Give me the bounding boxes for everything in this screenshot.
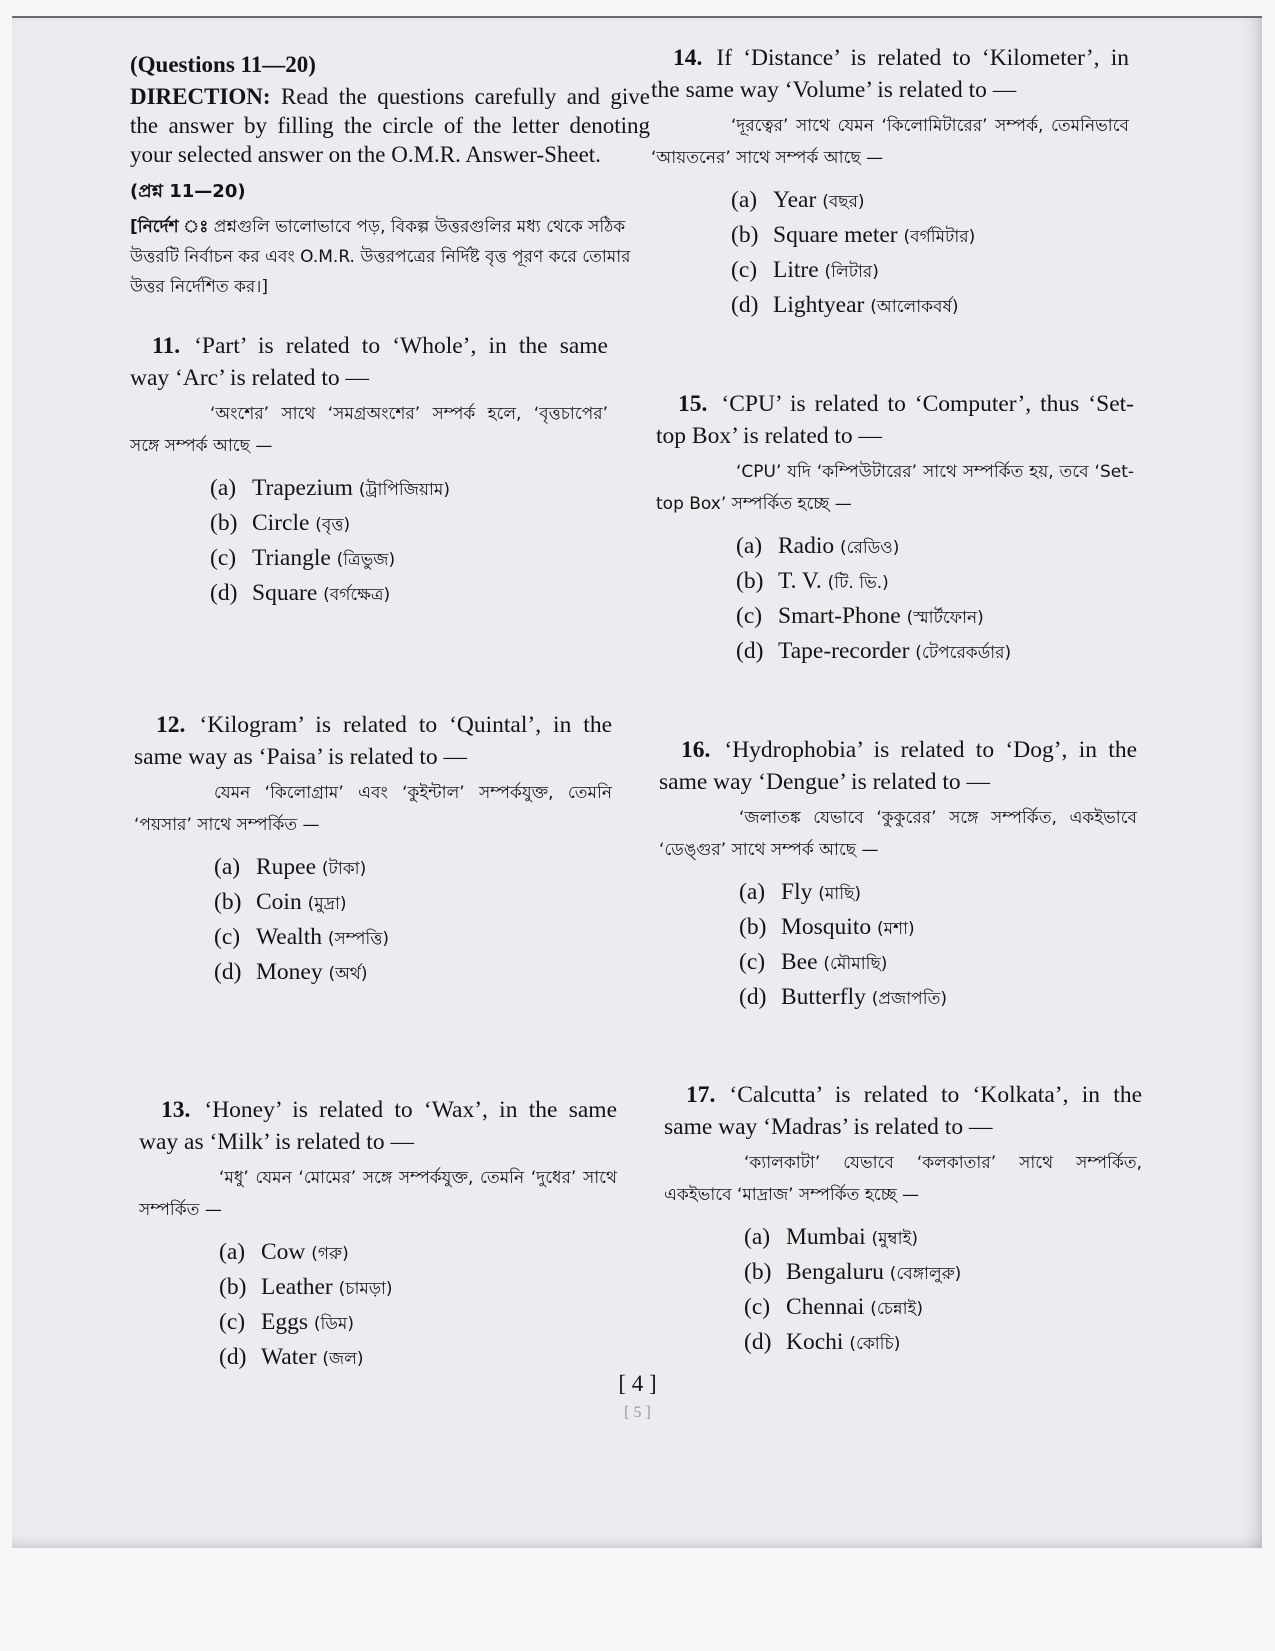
option-b[interactable]: (b) Mosquito (মশা) bbox=[739, 914, 915, 940]
question-14 bbox=[651, 42, 1129, 324]
options-list bbox=[664, 1221, 1142, 1361]
left-column bbox=[130, 52, 650, 302]
options-list bbox=[134, 851, 612, 991]
option-d[interactable]: (d) Square (বর্গক্ষেত্র) bbox=[210, 580, 391, 606]
option-b[interactable]: (b) T. V. (টি. ভি.) bbox=[736, 568, 889, 594]
question-text: ‘CPU’ is related to ‘Computer’, thus ‘Set-top Box’ is related to — bbox=[656, 391, 1134, 449]
question-text-bn: যেমন ‘কিলোগ্রাম’ এবং ‘কুইন্টাল’ সম্পর্কযুক্ত, তেমনি ‘পয়সার’ সাথে সম্পর্কিত — bbox=[134, 783, 612, 835]
option-d[interactable]: (d) Kochi (কোচি) bbox=[744, 1329, 901, 1355]
question-number: 11. bbox=[152, 333, 181, 359]
option-c[interactable]: (c) Chennai (চেন্নাই) bbox=[744, 1294, 924, 1320]
bn-direction-paragraph bbox=[130, 212, 650, 302]
option-a[interactable]: (a) Cow (গরু) bbox=[219, 1239, 349, 1265]
option-b[interactable]: (b) Bengaluru (বেঙ্গালুরু) bbox=[744, 1259, 962, 1285]
option-b[interactable]: (b) Square meter (বর্গমিটার) bbox=[731, 222, 976, 248]
question-text-bn: ‘CPU’ যদি ‘কম্পিউটারের’ সাথে সম্পর্কিত হয়, তবে ‘Set-top Box’ সম্পর্কিত হচ্ছে — bbox=[656, 462, 1134, 514]
question-number: 12. bbox=[156, 712, 186, 738]
option-d[interactable]: (d) Money (অর্থ) bbox=[214, 959, 368, 985]
option-a[interactable]: (a) Trapezium (ট্রাপিজিয়াম) bbox=[210, 475, 450, 501]
option-c[interactable]: (c) Triangle (ত্রিভুজ) bbox=[210, 545, 396, 571]
question-text-bn: ‘ক্যালকাটা’ যেভাবে ‘কলকাতার’ সাথে সম্পর্কিত, একইভাবে ‘মাদ্রাজ’ সম্পর্কিত হচ্ছে — bbox=[664, 1153, 1142, 1205]
bn-direction-label: [নির্দেশ ঃ bbox=[130, 217, 209, 237]
option-d[interactable]: (d) Lightyear (আলোকবর্ষ) bbox=[731, 292, 959, 318]
question-number: 17. bbox=[686, 1082, 716, 1108]
options-list bbox=[651, 184, 1129, 324]
question-number: 13. bbox=[161, 1097, 191, 1123]
option-c[interactable]: (c) Bee (মৌমাছি) bbox=[739, 949, 888, 975]
question-number: 15. bbox=[678, 391, 708, 417]
option-a[interactable]: (a) Mumbai (মুম্বাই) bbox=[744, 1224, 919, 1250]
bn-questions-heading: (প্রশ্ন 11—20) bbox=[130, 181, 246, 202]
question-number: 14. bbox=[673, 45, 703, 71]
question-text-bn: ‘দূরত্বের’ সাথে যেমন ‘কিলোমিটারের’ সম্পর্ক, তেমনিভাবে ‘আয়তনের’ সাথে সম্পর্ক আছে — bbox=[651, 116, 1129, 168]
options-list bbox=[139, 1236, 617, 1376]
options-list bbox=[130, 472, 608, 612]
question-text: ‘Calcutta’ is related to ‘Kolkata’, in the same way ‘Madras’ is related to — bbox=[664, 1082, 1142, 1140]
questions-heading: (Questions 11—20) bbox=[130, 52, 316, 77]
question-text-bn: ‘জলাতঙ্ক যেভাবে ‘কুকুরের’ সঙ্গে সম্পর্কিত, একইভাবে ‘ডেঙ্গুর’ সাথে সম্পর্ক আছে — bbox=[659, 808, 1137, 860]
option-c[interactable]: (c) Litre (লিটার) bbox=[731, 257, 879, 283]
direction-paragraph bbox=[130, 82, 650, 169]
question-number: 16. bbox=[681, 737, 711, 763]
options-list bbox=[659, 876, 1137, 1016]
options-list bbox=[656, 530, 1134, 670]
option-c[interactable]: (c) Eggs (ডিম) bbox=[219, 1309, 354, 1335]
question-text: ‘Part’ is related to ‘Whole’, in the same way ‘Arc’ is related to — bbox=[130, 333, 608, 391]
question-text: ‘Hydrophobia’ is related to ‘Dog’, in the same way ‘Dengue’ is related to — bbox=[659, 737, 1137, 795]
question-17 bbox=[664, 1079, 1142, 1361]
direction-label: DIRECTION: bbox=[130, 84, 271, 109]
question-text-bn: ‘মধু’ যেমন ‘মোমের’ সঙ্গে সম্পর্কযুক্ত, তেমনি ‘দুধের’ সাথে সম্পর্কিত — bbox=[139, 1168, 617, 1220]
question-12 bbox=[134, 709, 612, 991]
option-a[interactable]: (a) Radio (রেডিও) bbox=[736, 533, 900, 559]
option-b[interactable]: (b) Circle (বৃত্ত) bbox=[210, 510, 351, 536]
option-a[interactable]: (a) Year (বছর) bbox=[731, 187, 865, 213]
option-d[interactable]: (d) Water (জল) bbox=[219, 1344, 364, 1370]
bn-direction-text: প্রশ্নগুলি ভালোভাবে পড়, বিকল্প উত্তরগুলির মধ্য থেকে সঠিক উত্তরটি নির্বাচন কর এবং O.M.R. উত্তরপত্রের নির্দিষ্ট বৃত্ত পূরণ করে তোমার উত্তর নির্দেশিত কর।] bbox=[130, 217, 631, 297]
question-text: If ‘Distance’ is related to ‘Kilometer’, in the same way ‘Volume’ is related to — bbox=[651, 45, 1129, 103]
direction-text: Read the questions carefully and give the answer by filling the circle of the letter denoting your selected answer on the O.M.R. Answer-Sheet. bbox=[130, 84, 650, 167]
question-text: ‘Honey’ is related to ‘Wax’, in the same way as ‘Milk’ is related to — bbox=[139, 1097, 617, 1155]
question-16 bbox=[659, 734, 1137, 1016]
option-a[interactable]: (a) Rupee (টাকা) bbox=[214, 854, 367, 880]
option-c[interactable]: (c) Wealth (সম্পত্তি) bbox=[214, 924, 390, 950]
question-13 bbox=[139, 1094, 617, 1376]
question-11 bbox=[130, 330, 608, 612]
option-a[interactable]: (a) Fly (মাছি) bbox=[739, 879, 862, 905]
option-c[interactable]: (c) Smart-Phone (স্মার্টফোন) bbox=[736, 603, 984, 629]
bleed-through-page-number: [ 5 ] bbox=[624, 1404, 651, 1421]
option-d[interactable]: (d) Butterfly (প্রজাপতি) bbox=[739, 984, 947, 1010]
option-d[interactable]: (d) Tape-recorder (টেপরেকর্ডার) bbox=[736, 638, 1012, 664]
option-b[interactable]: (b) Coin (মুদ্রা) bbox=[214, 889, 347, 915]
option-b[interactable]: (b) Leather (চামড়া) bbox=[219, 1274, 393, 1300]
question-text: ‘Kilogram’ is related to ‘Quintal’, in the same way as ‘Paisa’ is related to — bbox=[134, 712, 612, 770]
question-text-bn: ‘অংশের’ সাথে ‘সমগ্রঅংশের’ সম্পর্ক হলে, ‘বৃত্তচাপের’ সঙ্গে সম্পর্ক আছে — bbox=[130, 404, 608, 456]
question-15 bbox=[656, 388, 1134, 670]
page-number: [ 4 ] bbox=[618, 1371, 657, 1396]
